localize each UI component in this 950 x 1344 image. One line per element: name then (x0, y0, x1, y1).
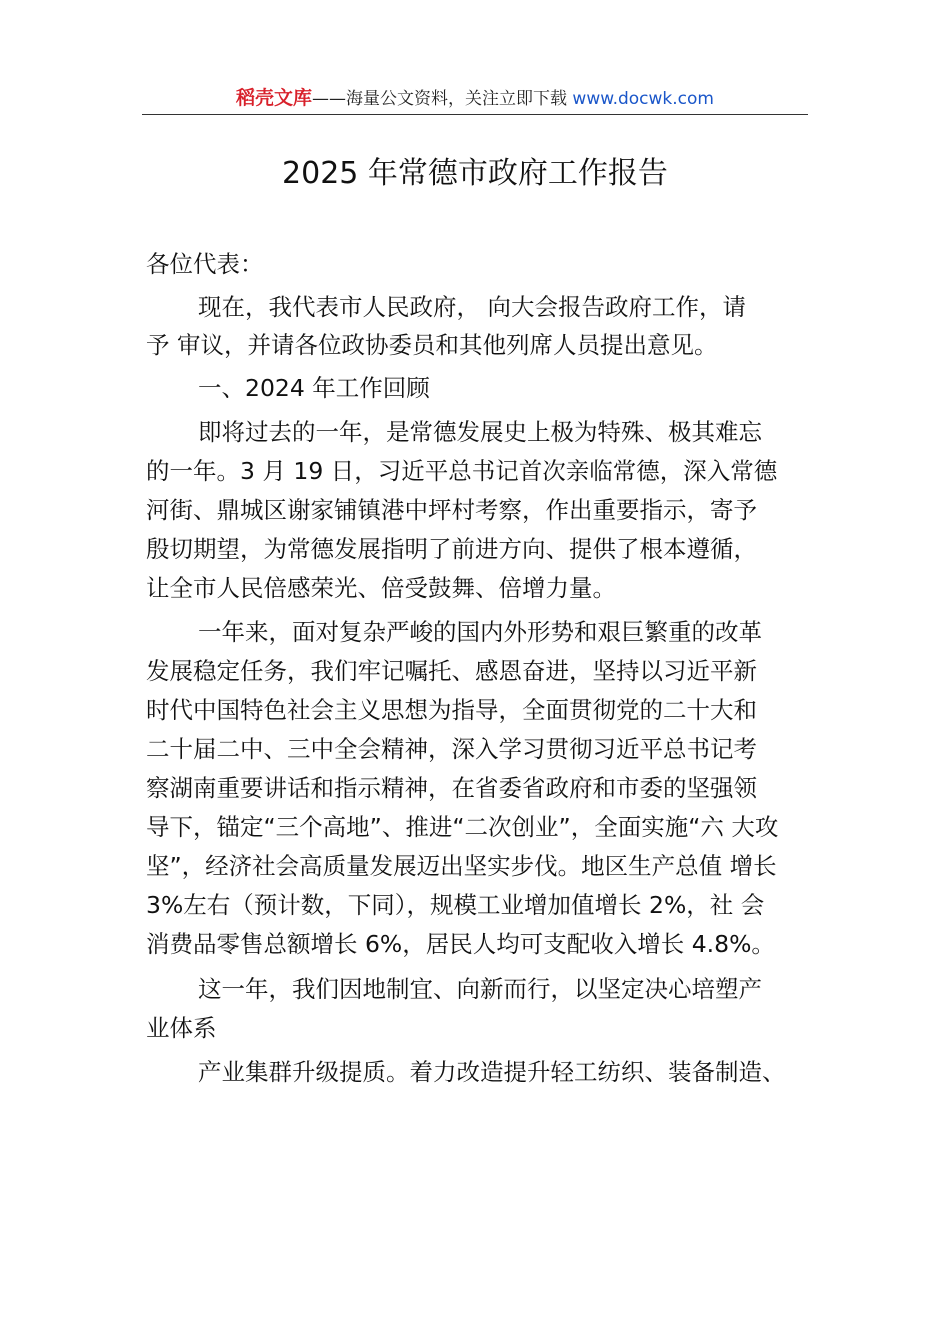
paragraph-line: 殷切期望，为常德发展指明了前进方向、提供了根本遵循， (146, 535, 757, 563)
document-title: 2025 年常德市政府工作报告 (282, 156, 668, 191)
paragraph-line: 河街、鼎城区谢家铺镇港中坪村考察，作出重要指示，寄予 (146, 496, 757, 524)
paragraph-line: 即将过去的一年，是常德发展史上极为特殊、极其难忘 (198, 418, 762, 446)
paragraph-line: 发展稳定任务，我们牢记嘱托、感恩奋进，坚持以习近平新 (146, 657, 757, 685)
paragraph-line: 予 审议，并请各位政协委员和其他列席人员提出意见。 (146, 331, 718, 359)
paragraph-line: 消费品零售总额增长 6%，居民人均可支配收入增长 4.8%。 (146, 930, 775, 958)
paragraph-line: 坚”，经济社会高质量发展迈出坚实步伐。地区生产总值 增长 (146, 852, 777, 880)
paragraph-line: 让全市人民倍感荣光、倍受鼓舞、倍增力量。 (146, 574, 616, 602)
paragraph-line: 业体系 (146, 1014, 217, 1042)
paragraph-line: 产业集群升级提质。着力改造提升轻工纺织、装备制造、 (198, 1058, 786, 1086)
paragraph-line: 的一年。3 月 19 日，习近平总书记首次亲临常德，深入常德 (146, 457, 778, 485)
paragraph-line: 导下，锚定“三个高地”、推进“二次创业”，全面实施“六 大攻 (146, 813, 779, 841)
paragraph-line: 现在，我代表市人民政府， 向大会报告政府工作，请 (198, 293, 746, 321)
brand-logo-text: 稻壳文库 (236, 87, 313, 109)
paragraph-line: 3%左右（预计数，下同），规模工业增加值增长 2%，社 会 (146, 891, 765, 919)
section-heading: 一、2024 年工作回顾 (198, 374, 430, 402)
header-site-link[interactable]: www.docwk.com (567, 89, 714, 109)
paragraph-line: 这一年，我们因地制宜、向新而行，以坚定决心培塑产 (198, 975, 762, 1003)
paragraph-line: 二十届二中、三中全会精神，深入学习贯彻习近平总书记考 (146, 735, 757, 763)
paragraph-line: 一年来，面对复杂严峻的国内外形势和艰巨繁重的改革 (198, 618, 762, 646)
header-slogan: ——海量公文资料，关注立即下载 (312, 89, 568, 109)
paragraph-line: 时代中国特色社会主义思想为指导，全面贯彻党的二十大和 (146, 696, 757, 724)
page-header (142, 84, 808, 114)
salutation: 各位代表： (146, 250, 264, 278)
header-divider (142, 114, 808, 115)
paragraph-line: 察湖南重要讲话和指示精神，在省委省政府和市委的坚强领 (146, 774, 757, 802)
